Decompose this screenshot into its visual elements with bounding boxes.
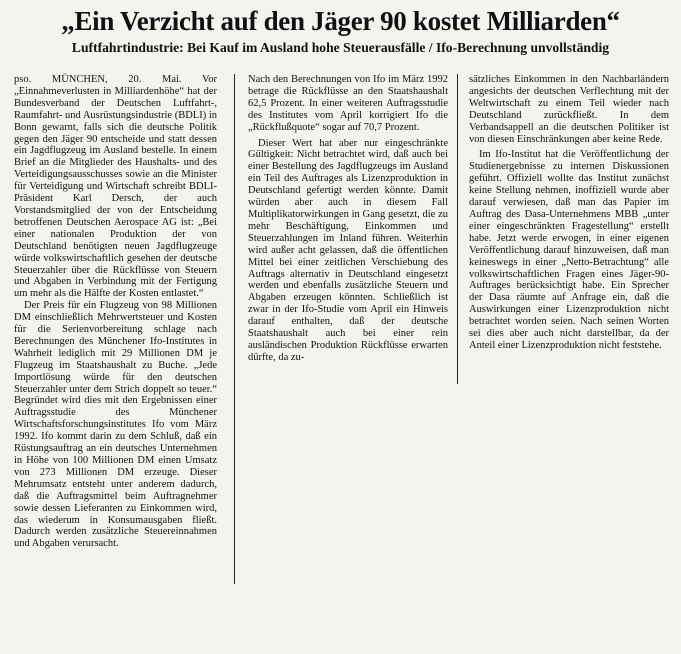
paragraph: Nach den Berechnungen von Ifo im März 1992 betrage die Rückflüsse an den Staatshaushalt 62,5 Prozent. In einer weiteren Auftragsstudie des Institutes vom April korrigiert Ifo die „Rückflußquote“ sogar auf 70,7 Prozent. [248, 74, 448, 133]
column-3 [469, 74, 669, 648]
column-divider [234, 74, 235, 584]
column-2 [248, 74, 448, 648]
article-body [14, 74, 669, 648]
paragraph: pso. MÜNCHEN, 20. Mai. Vor „Einnahmeverlusten in Milliardenhöhe“ hat der Bundesverband der Deutschen Luftfahrt-, Raumfahrt- und Ausrüstungsindustrie (BDLI) in Bonn gewarnt, falls sich die deutsche Politik gegen den Jäger 90 entscheide und statt dessen ein Jagdflugzeug im Ausland bestelle. In einem Brief an die Mitglieder des Haushalts- und des Verteidigungsausschusses sowie an die Minister für Verteidigung und Wirtschaft schreibt BDLI-Präsident Karl Dersch, der auch Vorstandsmitglied der von der Entscheidung betroffenen Deutschen Aerospace AG ist: „Bei einer nationalen Produktion der von Deutschland benötigten neuen Jagdflugzeuge würde volkswirtschaftlich gesehen der deutsche Steuerzahler über die Rückflüsse von Steuern und Abgaben in Verbindung mit der Fertigung um mehr als die Hälfte der Kosten entlastet.“ [14, 74, 217, 300]
paragraph: sätzliches Einkommen in den Nachbarländern angesichts der deutschen Verflechtung mit der Weltwirtschaft zu einem Teil wieder nach Deutschland zurückfließt. In dem Verbandsappell an die deutschen Politiker ist von diesen Einschränkungen aber keine Rede. [469, 74, 669, 145]
column-divider [457, 74, 458, 384]
subheadline: Luftfahrtindustrie: Bei Kauf im Ausland hohe Steuerausfälle / Ifo-Berechnung unvollständig [71, 40, 610, 55]
paragraph: Im Ifo-Institut hat die Veröffentlichung der Studienergebnisse zu internen Diskussionen geführt. Offiziell wollte das Institut zunächst keine Stellung nehmen, inoffiziell wurde aber darauf verwiesen, daß man das Papier im Auftrag des Dasa-Unternehmens MBB „unter einer eingeschränkten Fragestellung“ erstellt habe. Jetzt werde erwogen, in einer eigenen Veröffentlichung darauf hinzuweisen, daß man keineswegs in einer „Netto-Betrachtung“ alle volkswirtschaftlichen Fragen eines Jäger-90-Auftrages berücksichtigt habe. Ein Sprecher der Dasa räumte auf Anfrage ein, daß die Auswirkungen einer Lizenzproduktion nicht betrachtet worden seien. Nach seinen Worten sei dies aber auch nicht darstellbar, da der Anteil einer Lizenzproduktion nicht feststehe. [469, 149, 669, 351]
paragraph: Der Preis für ein Flugzeug von 98 Millionen DM einschließlich Mehrwertsteuer und Kosten für die Serienvorbereitung schlage nach Berechnungen des Münchener Ifo-Institutes in Wahrheit lediglich mit 29 Millionen DM je Flugzeug im Staatshaushalt zu Buche. „Jede Importlösung würde für den deutschen Steuerzahler unter dem Strich doppelt so teuer.“ Begründet wird dies mit den Ergebnissen einer Auftragsstudie des Münchener Wirtschaftsforschungsinstitutes Ifo vom März 1992. Ifo kommt darin zu dem Schluß, daß ein Rüstungsauftrag an ein deutsches Unternehmen in Höhe von 100 Millionen DM einen Umsatz von 273 Millionen DM erzeuge. Dieser Mehrumsatz entsteht unter anderem dadurch, daß die Auftragsmittel beim Auftragnehmer sowie dessen Lieferanten zu Einkommen wird, das wiederum in Konsumausgaben fließt. Dadurch werden zusätzliche Steuereinnahmen und Abgaben verursacht. [14, 300, 217, 550]
column-1 [14, 74, 217, 648]
paragraph: Dieser Wert hat aber nur eingeschränkte Gültigkeit: Nicht betrachtet wird, daß auch bei einer Bestellung des Jagdflugzeugs im Ausland ein Teil des Auftrages als Lizenzproduktion in Deutschland gefertigt werden könnte. Damit würden aber auch in diesem Fall Multiplikatorwirkungen in Gang gesetzt, die zu mehr Beschäftigung, Einkommen und Steuerzahlungen im Inland führen. Weiterhin wird außer acht gelassen, daß die öffentlichen Mittel bei einer zeitlichen Verschiebung des Auftrags alternativ in Deutschland eingesetzt werden und ebenfalls zusätzliche Steuern und Abgaben erzeugen könnten. Schließlich ist zwar in der Ifo-Studie vom April ein Hinweis darauf enthalten, daß der deutsche Staatshaushalt auch bei einer rein ausländischen Produktion Rückflüsse erwarten dürfte, da zu- [248, 137, 448, 363]
headline: „Ein Verzicht auf den Jäger 90 kostet Milliarden“ [61, 6, 620, 36]
